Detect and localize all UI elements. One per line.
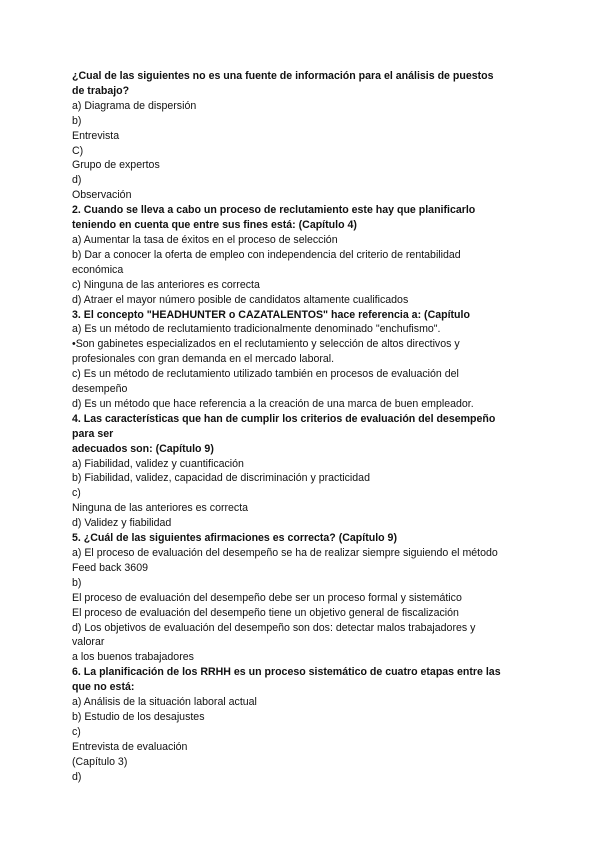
answer-text-line: b) <box>72 576 82 589</box>
answer-text-line: El proceso de evaluación del desempeño tiene un objetivo general de fiscalización <box>72 606 459 619</box>
question-text-line: ¿Cual de las siguientes no es una fuente de información para el análisis de puestos <box>72 70 494 82</box>
question-text-line: teniendo en cuenta que entre sus fines está: (Capítulo 4) <box>72 219 357 232</box>
answer-text-line: d) Atraer el mayor número posible de candidatos altamente cualificados <box>72 293 409 306</box>
question-text-line: 3. El concepto "HEADHUNTER o CAZATALENTOS" hace referencia a: (Capítulo <box>72 308 470 321</box>
answer-text-line: Entrevista de evaluación <box>72 740 188 753</box>
question-text-line: de trabajo? <box>72 84 130 97</box>
answer-text-line: b) Dar a conocer la oferta de empleo con independencia del criterio de rentabilidad <box>72 248 461 261</box>
answer-text-line: a) Diagrama de dispersión <box>72 99 197 112</box>
question-text-line: para ser <box>72 427 114 440</box>
answer-text-line: b) Fiabilidad, validez, capacidad de discriminación y practicidad <box>72 472 370 485</box>
answer-text-line: económica <box>72 263 124 276</box>
answer-text-line: Ninguna de las anteriores es correcta <box>72 502 249 515</box>
answer-text-line: Observación <box>72 189 132 202</box>
answer-text-line: d) <box>72 174 82 187</box>
answer-text-line: Grupo de expertos <box>72 159 160 172</box>
answer-text-line: valorar <box>72 636 105 649</box>
document-page <box>72 69 534 785</box>
answer-text-line: c) <box>72 487 81 500</box>
answer-text-line: b) Estudio de los desajustes <box>72 710 205 723</box>
question-text-line: 6. La planificación de los RRHH es un proceso sistemático de cuatro etapas entre las <box>72 666 501 679</box>
answer-text-line: desempeño <box>72 383 128 396</box>
answer-text-line: a) El proceso de evaluación del desempeño se ha de realizar siempre siguiendo el método <box>72 547 498 559</box>
question-text-line: 5. ¿Cuál de las siguientes afirmaciones es correcta? (Capítulo 9) <box>72 532 397 545</box>
question-text-line: 4. Las características que han de cumplir los criterios de evaluación del desempeño <box>72 412 496 425</box>
answer-text-line: a) Fiabilidad, validez y cuantificación <box>72 457 244 470</box>
answer-text-line: C) <box>72 144 84 157</box>
answer-text-line: c) Ninguna de las anteriores es correcta <box>72 278 260 291</box>
answer-text-line: b) <box>72 114 82 127</box>
question-text-line: adecuados son: (Capítulo 9) <box>72 442 214 455</box>
answer-text-line: d) Validez y fiabilidad <box>72 517 172 530</box>
answer-text-line: c) Es un método de reclutamiento utilizado también en procesos de evaluación del <box>72 368 459 381</box>
answer-text-line: profesionales con gran demanda en el mercado laboral. <box>72 353 335 366</box>
question-text-line: 2. Cuando se lleva a cabo un proceso de reclutamiento este hay que planificarlo <box>72 204 476 217</box>
answer-text-line: El proceso de evaluación del desempeño debe ser un proceso formal y sistemático <box>72 591 462 604</box>
question-text-line: que no está: <box>72 681 135 694</box>
answer-text-line: Feed back 3609 <box>72 561 148 574</box>
answer-text-line: a los buenos trabajadores <box>72 651 194 664</box>
answer-text-line: d) <box>72 770 82 783</box>
answer-text-line: c) <box>72 725 81 738</box>
answer-text-line: d) Es un método que hace referencia a la creación de una marca de buen empleador. <box>72 397 474 410</box>
answer-text-line: a) Es un método de reclutamiento tradicionalmente denominado "enchufismo". <box>72 323 441 336</box>
answer-text-line: a) Análisis de la situación laboral actual <box>72 696 257 709</box>
answer-text-line: a) Aumentar la tasa de éxitos en el proceso de selección <box>72 233 338 246</box>
answer-text-line: d) Los objetivos de evaluación del desempeño son dos: detectar malos trabajadores y <box>72 621 476 634</box>
answer-text-line: Entrevista <box>72 129 120 142</box>
answer-text-line: (Capítulo 3) <box>72 755 128 768</box>
answer-text-line: •Son gabinetes especializados en el reclutamiento y selección de altos directivos y <box>72 338 460 351</box>
